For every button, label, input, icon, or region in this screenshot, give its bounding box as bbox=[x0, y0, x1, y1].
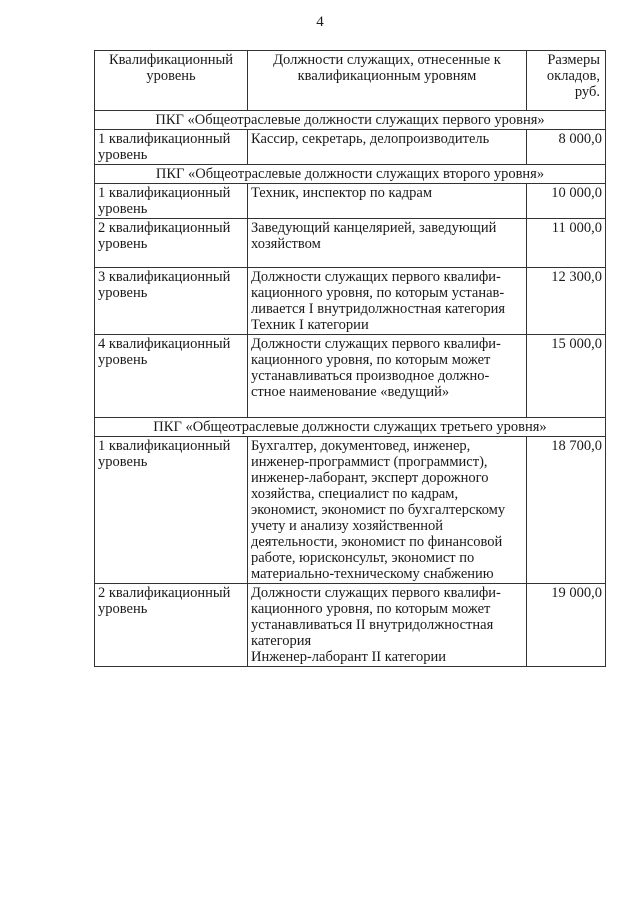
level-cell: 2 квалификационный уровень bbox=[95, 219, 248, 268]
group-row bbox=[95, 165, 606, 184]
salary-cell: 12 300,0 bbox=[527, 268, 606, 335]
group-title: ПКГ «Общеотраслевые должности служащих третьего уровня» bbox=[95, 418, 606, 437]
table-row bbox=[95, 437, 606, 584]
group-row bbox=[95, 418, 606, 437]
positions-cell: Должности служащих первого квалифи- кационного уровня, по которым может устанавливаться II внутридолжностная категория Инженер-лаборант II категории bbox=[248, 584, 527, 667]
level-cell: 2 квалификационный уровень bbox=[95, 584, 248, 667]
table-row bbox=[95, 335, 606, 418]
positions-cell: Техник, инспектор по кадрам bbox=[248, 184, 527, 219]
group-title: ПКГ «Общеотраслевые должности служащих второго уровня» bbox=[95, 165, 606, 184]
positions-cell: Кассир, секретарь, делопроизводитель bbox=[248, 130, 527, 165]
table-row bbox=[95, 219, 606, 268]
salary-table bbox=[94, 50, 606, 667]
salary-cell: 10 000,0 bbox=[527, 184, 606, 219]
level-cell: 1 квалификационный уровень bbox=[95, 437, 248, 584]
salary-cell: 18 700,0 bbox=[527, 437, 606, 584]
salary-cell: 8 000,0 bbox=[527, 130, 606, 165]
page-number: 4 bbox=[316, 14, 324, 30]
positions-cell: Заведующий канцелярией, заведующий хозяйством bbox=[248, 219, 527, 268]
positions-cell: Бухгалтер, документовед, инженер, инженер-программист (программист), инженер-лаборант, эксперт дорожного хозяйства, специалист по кадрам, экономист, экономист по бухгалтерскому учету и анализу хозяйственной деятельности, экономист по финансовой работе, юрисконсульт, экономист по материально-техническому снабжению bbox=[248, 437, 527, 584]
group-title: ПКГ «Общеотраслевые должности служащих первого уровня» bbox=[95, 111, 606, 130]
positions-cell: Должности служащих первого квалифи- кационного уровня, по которым может устанавливаться производное должно- стное наименование «ведущий» bbox=[248, 335, 527, 418]
level-cell: 4 квалификационный уровень bbox=[95, 335, 248, 418]
header-positions: Должности служащих, отнесенные к квалификационным уровням bbox=[248, 51, 527, 111]
header-level: Квалификационный уровень bbox=[95, 51, 248, 111]
level-cell: 1 квалификационный уровень bbox=[95, 130, 248, 165]
salary-cell: 11 000,0 bbox=[527, 219, 606, 268]
group-row bbox=[95, 111, 606, 130]
table-header-row bbox=[95, 51, 606, 111]
salary-cell: 19 000,0 bbox=[527, 584, 606, 667]
level-cell: 1 квалификационный уровень bbox=[95, 184, 248, 219]
positions-cell: Должности служащих первого квалифи- кационного уровня, по которым устанав- ливается I внутридолжностная категория Техник I категории bbox=[248, 268, 527, 335]
table-row bbox=[95, 268, 606, 335]
salary-cell: 15 000,0 bbox=[527, 335, 606, 418]
table-row bbox=[95, 584, 606, 667]
level-cell: 3 квалификационный уровень bbox=[95, 268, 248, 335]
table-row bbox=[95, 184, 606, 219]
table-row bbox=[95, 130, 606, 165]
header-salary: Размеры окладов, руб. bbox=[527, 51, 606, 111]
